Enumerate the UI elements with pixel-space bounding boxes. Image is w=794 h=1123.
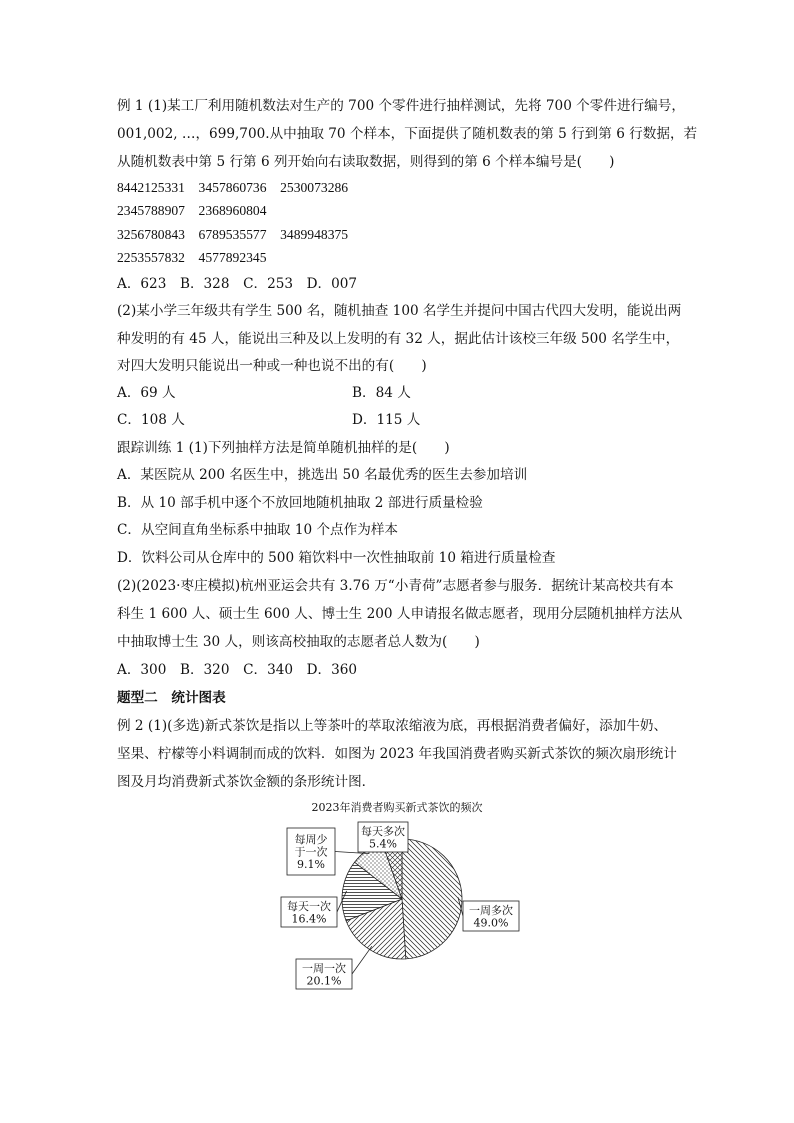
- random-table-row: 8442125331 3457860736 2530073286: [117, 180, 349, 195]
- callout-line: [352, 946, 372, 974]
- random-table-row: 3256780843 6789535577 3489948375: [117, 227, 349, 242]
- pie-slice: [402, 839, 462, 959]
- training1-q2-line2: 科生 1 600 人、硕士生 600 人、博士生 200 人申请报名做志愿者，现用分层随机抽样方法从: [117, 606, 683, 622]
- slice-name-label: 一周多次: [469, 903, 513, 917]
- example1-options: A．623 B．328 C．253 D．007: [117, 276, 358, 292]
- example1-q2-line3: 对四大发明只能说出一种或一种也说不出的有( ): [117, 358, 427, 374]
- example1-line1: 例 1 (1)某工厂利用随机数法对生产的 700 个零件进行抽样测试，先将 700 个零件进行编号，: [117, 98, 685, 114]
- training1-option-d: D．饮料公司从仓库中的 500 箱饮料中一次性抽取前 10 箱进行质量检查: [117, 550, 556, 566]
- slice-percent-label: 5.4%: [369, 837, 397, 851]
- training1-q2-line1: (2)(2023·枣庄模拟)杭州亚运会共有 3.76 万“小青荷”志愿者参与服务．据统计某高校共有本: [117, 578, 674, 594]
- random-table-row: 2253557832 4577892345: [117, 250, 267, 265]
- slice-name-label: 每天多次: [361, 824, 405, 838]
- option-b: B．84 人: [352, 385, 411, 401]
- slice-percent-label: 9.1%: [297, 858, 325, 871]
- option-c: C．108 人: [117, 412, 185, 428]
- example1-line2: 001,002, …，699,700.从中抽取 70 个样本，下面提供了随机数表的第 5 行到第 6 行数据，若: [117, 126, 698, 142]
- training1-option-b: B．从 10 部手机中逐个不放回地随机抽取 2 部进行质量检验: [117, 495, 483, 511]
- slice-name-label: 一周一次: [302, 961, 346, 975]
- example2-line2: 坚果、柠檬等小料调制而成的饮料．如图为 2023 年我国消费者购买新式茶饮的频次扇形统计: [117, 746, 677, 762]
- training1-option-c: C．从空间直角坐标系中抽取 10 个点作为样本: [117, 522, 399, 538]
- slice-percent-label: 49.0%: [473, 916, 509, 930]
- training1-q2-line3: 中抽取博士生 30 人，则该高校抽取的志愿者总人数为( ): [117, 634, 480, 650]
- option-a: A．69 人: [117, 385, 176, 401]
- example1-q2-line1: (2)某小学三年级共有学生 500 名，随机抽查 100 名学生并提问中国古代四大发明，能说出两: [117, 303, 682, 319]
- chart-title: 2023年消费者购买新式茶饮的频次: [311, 801, 483, 814]
- training1-line1: 跟踪训练 1 (1)下列抽样方法是简单随机抽样的是( ): [117, 440, 450, 456]
- random-table-row: 2345788907 2368960804: [117, 203, 267, 218]
- example2-line3: 图及月均消费新式茶饮金额的条形统计图．: [117, 774, 376, 790]
- training1-option-a: A．某医院从 200 名医生中，挑选出 50 名最优秀的医生去参加培训: [117, 467, 528, 483]
- example1-q2-line2: 种发明的有 45 人，能说出三种及以上发明的有 32 人，据此估计该校三年级 500 名学生中，: [117, 331, 680, 347]
- option-d: D．115 人: [352, 412, 421, 428]
- slice-name-label: 于一次: [294, 845, 328, 859]
- slice-percent-label: 20.1%: [306, 974, 342, 988]
- training1-q2-options: A．300 B．320 C．340 D．360: [117, 662, 358, 678]
- example2-line1: 例 2 (1)(多选)新式茶饮是指以上等茶叶的萃取浓缩液为底，再根据消费者偏好，添加牛奶、: [117, 718, 668, 734]
- slice-name-label: 每周少: [294, 833, 328, 846]
- example1-line3: 从随机数表中第 5 行第 6 列开始向右读取数据，则得到的第 6 个样本编号是( ): [117, 154, 615, 170]
- slice-percent-label: 16.4%: [291, 912, 327, 926]
- section-title: 题型二 统计图表: [117, 690, 226, 706]
- slice-name-label: 每天一次: [287, 899, 331, 913]
